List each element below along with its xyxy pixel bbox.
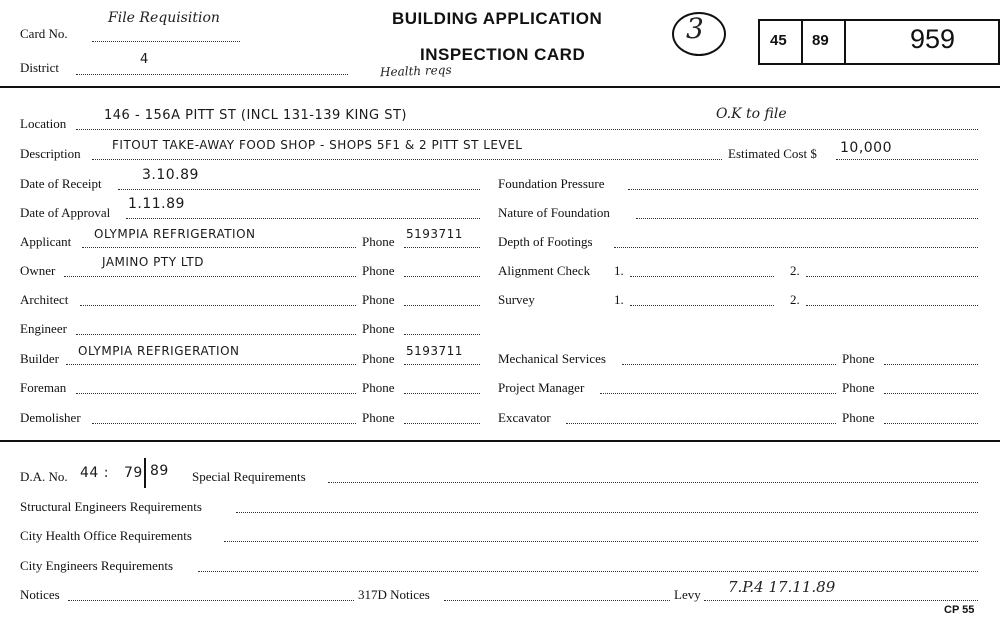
engineer-phone-label: Phone xyxy=(362,321,395,336)
nature-of-foundation-label: Nature of Foundation xyxy=(498,205,610,220)
description-value: FITOUT TAKE-AWAY FOOD SHOP - SHOPS 5F1 & 2 PITT ST LEVEL xyxy=(112,138,523,152)
owner-phone-dots xyxy=(404,276,480,277)
survey-num2: 2. xyxy=(790,292,800,307)
project-manager-phone-label: Phone xyxy=(842,380,875,395)
date-of-approval-value: 1.11.89 xyxy=(128,196,185,212)
owner-label: Owner xyxy=(20,263,56,278)
card-number-part1: 45 xyxy=(770,32,787,49)
engineer-dots xyxy=(76,334,356,335)
card-number-box xyxy=(758,19,1000,65)
demolisher-label: Demolisher xyxy=(20,410,81,425)
mechanical-services-phone-label: Phone xyxy=(842,351,875,366)
applicant-dots xyxy=(82,247,356,248)
district-dots xyxy=(76,74,348,75)
location-note: O.K to file xyxy=(716,106,787,122)
da-no-label: D.A. No. xyxy=(20,469,68,484)
alignment-check-num1: 1. xyxy=(614,263,624,278)
da-no-part3: 89 xyxy=(150,463,169,479)
demolisher-phone-dots xyxy=(404,423,480,424)
notices-317d-label: 317D Notices xyxy=(358,587,430,602)
alignment-check-dots1 xyxy=(630,276,774,277)
depth-of-footings-label: Depth of Footings xyxy=(498,234,593,249)
foreman-label: Foreman xyxy=(20,380,67,395)
da-no-part2: 79 xyxy=(124,465,143,481)
nature-of-foundation-dots xyxy=(636,218,978,219)
applicant-value: OLYMPIA REFRIGERATION xyxy=(94,227,256,241)
notices-317d-dots xyxy=(444,600,670,601)
excavator-phone-label: Phone xyxy=(842,410,875,425)
alignment-check-dots2 xyxy=(806,276,978,277)
form-code: CP 55 xyxy=(944,604,975,616)
header-scribble: Health reqs xyxy=(379,62,452,80)
owner-value: JAMINO PTY LTD xyxy=(102,255,204,269)
structural-requirements-label: Structural Engineers Requirements xyxy=(20,499,202,514)
levy-dots xyxy=(704,600,978,601)
demolisher-dots xyxy=(92,423,356,424)
card-number-part2: 89 xyxy=(812,32,829,49)
excavator-phone-dots xyxy=(884,423,978,424)
district-value: 4 xyxy=(140,52,149,67)
mechanical-services-phone-dots xyxy=(884,364,978,365)
project-manager-phone-dots xyxy=(884,393,978,394)
applicant-label: Applicant xyxy=(20,234,72,249)
project-manager-dots xyxy=(600,393,836,394)
estimated-cost-dots xyxy=(836,159,978,160)
architect-label: Architect xyxy=(20,292,69,307)
middle-divider xyxy=(0,440,1000,442)
health-requirements-label: City Health Office Requirements xyxy=(20,528,192,543)
city-engineers-requirements-label: City Engineers Requirements xyxy=(20,558,174,573)
project-manager-label: Project Manager xyxy=(498,380,585,395)
levy-label: Levy xyxy=(674,587,701,602)
header-divider xyxy=(0,86,1000,88)
demolisher-phone-label: Phone xyxy=(362,410,395,425)
builder-dots xyxy=(66,364,356,365)
date-of-receipt-label: Date of Receipt xyxy=(20,176,102,191)
owner-phone-label: Phone xyxy=(362,263,395,278)
levy-value: 7.P.4 17.11.89 xyxy=(728,578,836,596)
builder-phone-value: 5193711 xyxy=(406,344,463,358)
card-number-divider-2 xyxy=(844,21,846,63)
applicant-phone-label: Phone xyxy=(362,234,395,249)
foreman-phone-label: Phone xyxy=(362,380,395,395)
applicant-phone-value: 5193711 xyxy=(406,227,463,241)
card-number-divider-1 xyxy=(801,21,803,63)
health-requirements-dots xyxy=(224,541,978,542)
location-dots xyxy=(76,129,978,130)
foundation-pressure-label: Foundation Pressure xyxy=(498,176,605,191)
notices-label: Notices xyxy=(20,587,60,602)
da-no-part1: 44 : xyxy=(80,465,109,481)
special-requirements-dots xyxy=(328,482,978,483)
description-dots xyxy=(92,159,722,160)
survey-dots2 xyxy=(806,305,978,306)
builder-phone-dots xyxy=(404,364,480,365)
form-title-line2: INSPECTION CARD xyxy=(420,45,586,64)
excavator-dots xyxy=(566,423,836,424)
survey-label: Survey xyxy=(498,292,535,307)
estimated-cost-value: 10,000 xyxy=(840,140,892,156)
estimated-cost-label: Estimated Cost $ xyxy=(728,146,817,161)
date-of-approval-dots xyxy=(126,218,480,219)
special-requirements-label: Special Requirements xyxy=(192,469,306,484)
excavator-label: Excavator xyxy=(498,410,551,425)
owner-dots xyxy=(64,276,356,277)
builder-value: OLYMPIA REFRIGERATION xyxy=(78,344,240,358)
alignment-check-label: Alignment Check xyxy=(498,263,591,278)
form-title-line1: BUILDING APPLICATION xyxy=(392,9,603,28)
mechanical-services-label: Mechanical Services xyxy=(498,351,606,366)
applicant-phone-dots xyxy=(404,247,480,248)
mechanical-services-dots xyxy=(622,364,836,365)
location-label: Location xyxy=(20,116,67,131)
card-number-main: 959 xyxy=(910,24,956,54)
survey-num1: 1. xyxy=(614,292,624,307)
date-of-receipt-dots xyxy=(118,189,480,190)
foundation-pressure-dots xyxy=(628,189,978,190)
architect-phone-dots xyxy=(404,305,480,306)
builder-phone-label: Phone xyxy=(362,351,395,366)
depth-of-footings-dots xyxy=(614,247,978,248)
survey-dots1 xyxy=(630,305,774,306)
location-value: 146 - 156A PITT ST (INCL 131-139 KING ST) xyxy=(104,108,407,123)
architect-dots xyxy=(80,305,356,306)
card-no-value: File Requisition xyxy=(108,10,220,26)
district-label: District xyxy=(20,60,59,75)
foreman-dots xyxy=(76,393,356,394)
structural-requirements-dots xyxy=(236,512,978,513)
architect-phone-label: Phone xyxy=(362,292,395,307)
circled-number: 3 xyxy=(686,12,704,45)
engineer-phone-dots xyxy=(404,334,480,335)
city-engineers-requirements-dots xyxy=(198,571,978,572)
date-of-approval-label: Date of Approval xyxy=(20,205,111,220)
date-of-receipt-value: 3.10.89 xyxy=(142,167,199,183)
card-no-dots xyxy=(92,41,240,42)
notices-dots xyxy=(68,600,354,601)
description-label: Description xyxy=(20,146,81,161)
engineer-label: Engineer xyxy=(20,321,67,336)
da-no-separator xyxy=(144,458,146,488)
alignment-check-num2: 2. xyxy=(790,263,800,278)
foreman-phone-dots xyxy=(404,393,480,394)
card-no-label: Card No. xyxy=(20,26,68,41)
builder-label: Builder xyxy=(20,351,59,366)
